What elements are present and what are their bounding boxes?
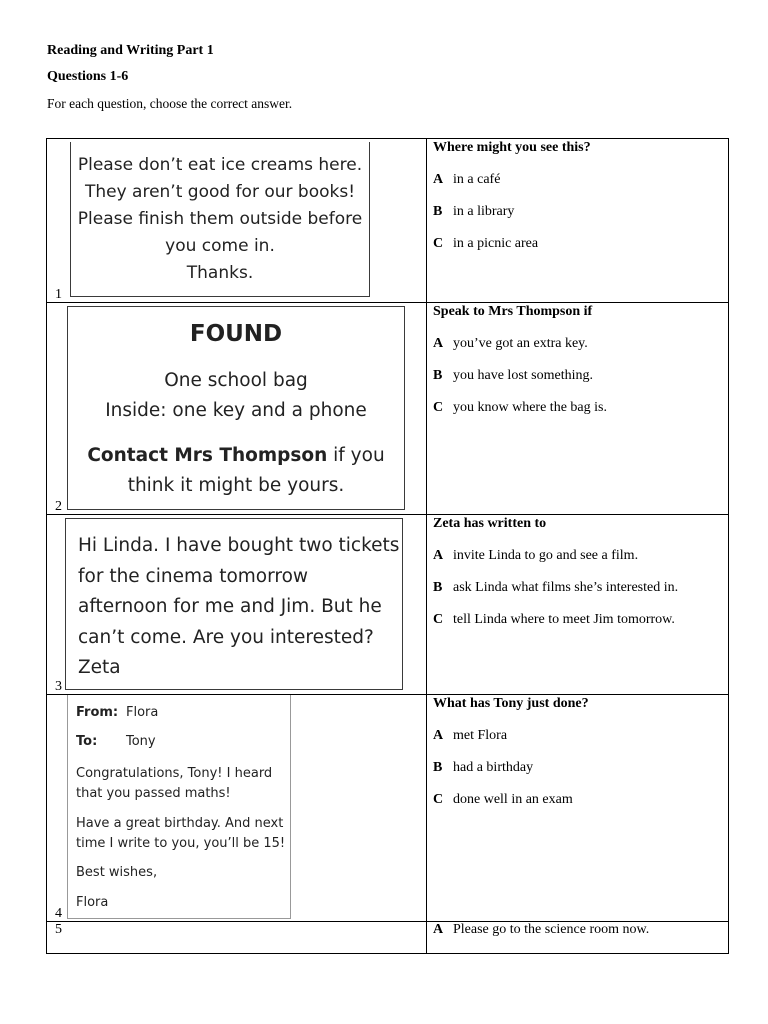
questions-range: Questions 1-6 (47, 69, 129, 84)
question-text: What has Tony just done? (433, 696, 589, 711)
notice-found (67, 306, 405, 510)
option-a[interactable]: A Please go to the science room now. (433, 922, 650, 937)
answer-cell-4 (427, 695, 729, 922)
answer-cell-3 (427, 515, 729, 695)
note-line: can’t come. Are you interested? (78, 626, 374, 648)
question-row-4 (47, 695, 729, 922)
email-message (67, 695, 291, 919)
notice-cell-2 (47, 303, 427, 515)
email-paragraph: Have a great birthday. And next time I write to you, you’ll be 15! (76, 816, 286, 851)
question-text: Speak to Mrs Thompson if (433, 304, 593, 319)
option-a[interactable]: A in a café (433, 172, 501, 187)
answer-cell-5 (427, 922, 729, 954)
option-c[interactable]: C done well in an exam (433, 792, 573, 807)
note-zeta (65, 518, 403, 690)
email-from: From: Flora (76, 705, 159, 720)
email-to: To: Tony (76, 734, 156, 749)
note-line: afternoon for me and Jim. But he (78, 596, 382, 617)
notice-line: Please don’t eat ice creams here. (77, 155, 363, 175)
option-b[interactable]: B had a birthday (433, 760, 534, 775)
option-c[interactable]: C you know where the bag is. (433, 400, 607, 415)
note-line: Zeta (78, 657, 121, 678)
question-number: 3 (55, 679, 62, 694)
notice-line: They aren’t good for our books! (84, 182, 356, 202)
notice-cell-3 (47, 515, 427, 695)
question-number: 2 (55, 499, 62, 514)
option-b[interactable]: B you have lost something. (433, 368, 593, 383)
option-c[interactable]: C tell Linda where to meet Jim tomorrow. (433, 612, 675, 627)
notice-title: FOUND (189, 321, 283, 347)
answer-cell-2 (427, 303, 729, 515)
notice-library (70, 142, 370, 297)
option-a[interactable]: A invite Linda to go and see a film. (433, 548, 639, 563)
questions-table (46, 138, 729, 954)
question-row-5 (47, 922, 729, 954)
question-row-1 (47, 139, 729, 303)
option-b[interactable]: B ask Linda what films she’s interested in. (433, 580, 679, 595)
question-text: Where might you see this? (433, 140, 591, 155)
email-signature: Flora (76, 894, 109, 910)
instruction-text: For each question, choose the correct answer. (47, 96, 293, 111)
notice-line: One school bag (164, 370, 308, 391)
notice-line: Please finish them outside before (77, 209, 363, 229)
notice-line: Thanks. (186, 263, 254, 283)
notice-line: think it might be yours. (127, 475, 345, 496)
note-line: for the cinema tomorrow (78, 565, 309, 587)
note-line: Hi Linda. I have bought two tickets (78, 535, 400, 556)
notice-cell-1 (47, 139, 427, 303)
notice-line: Inside: one key and a phone (105, 400, 367, 421)
question-row-2 (47, 303, 729, 515)
option-a[interactable]: A you’ve got an extra key. (433, 336, 588, 351)
email-closing: Best wishes, (76, 865, 158, 880)
notice-line: you come in. (165, 236, 275, 256)
notice-cell-5 (47, 922, 427, 954)
question-row-3 (47, 515, 729, 695)
question-number: 4 (55, 906, 62, 921)
section-title: Reading and Writing Part 1 (47, 43, 214, 58)
option-a[interactable]: A met Flora (433, 728, 508, 743)
notice-line: Contact Mrs Thompson if you (87, 445, 385, 466)
answer-cell-1 (427, 139, 729, 303)
question-number: 1 (55, 287, 62, 302)
email-paragraph: Congratulations, Tony! I heard that you passed maths! (76, 766, 273, 801)
notice-cell-4 (47, 695, 427, 922)
option-c[interactable]: C in a picnic area (433, 236, 539, 251)
question-text: Zeta has written to (433, 516, 547, 531)
option-b[interactable]: B in a library (433, 204, 515, 219)
question-number: 5 (55, 922, 62, 937)
